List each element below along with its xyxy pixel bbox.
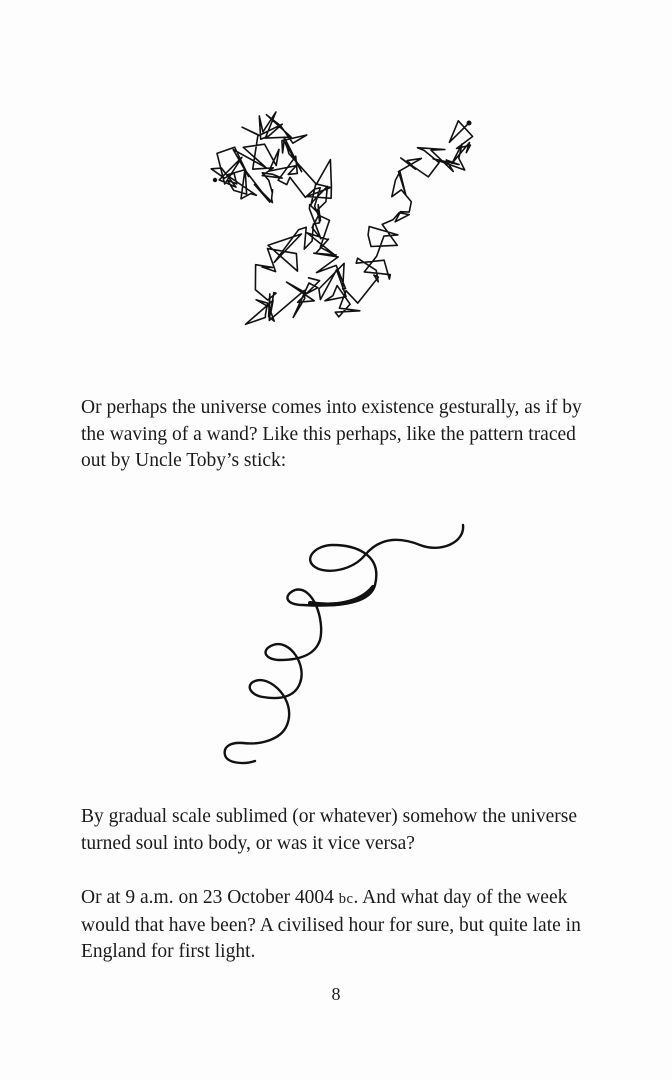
paragraph-4004-bc — [81, 885, 601, 966]
paragraph-gradual-scale: By gradual scale sublimed (or whatever) somehow the universe turned soul into body, or was it vice versa? — [81, 806, 578, 854]
page-number: 8 — [331, 984, 341, 1004]
paragraph-universe-gesture: Or perhaps the universe comes into existence gesturally, as if by the waving of a wand? Like this perhaps, like the pattern traced out by Uncle Toby’s stick: — [81, 397, 582, 471]
text-day-of-week: . And what day of the week would that have been? A civilised hour for sure, but quite late in England for first light. — [81, 887, 581, 962]
era-small-caps: bc — [338, 891, 354, 907]
uncle-toby-stick-flourish-illustration — [215, 515, 475, 775]
random-walk-scribble-illustration — [200, 85, 500, 345]
text-date-intro: Or at 9 a.m. on 23 October 4004 — [81, 887, 339, 908]
